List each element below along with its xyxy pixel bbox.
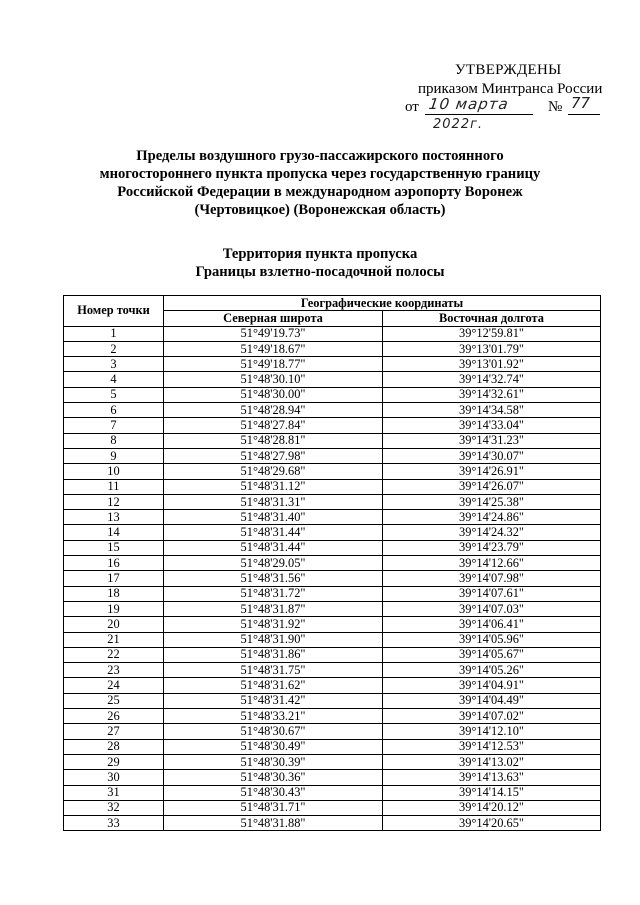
point-number-cell: 19 — [64, 601, 164, 616]
table-row — [64, 678, 601, 693]
point-number-cell: 28 — [64, 739, 164, 754]
point-number-cell: 3 — [64, 357, 164, 372]
approval-date-number-line — [405, 94, 605, 139]
point-number-cell: 13 — [64, 510, 164, 525]
table-row — [64, 724, 601, 739]
longitude-cell: 39°14'07.98" — [383, 571, 601, 586]
latitude-cell: 51°48'31.87" — [164, 601, 383, 616]
coordinates-table — [63, 295, 601, 831]
longitude-cell: 39°14'12.10" — [383, 724, 601, 739]
latitude-cell: 51°48'31.44" — [164, 540, 383, 555]
longitude-cell: 39°14'20.12" — [383, 800, 601, 815]
longitude-cell: 39°14'33.04" — [383, 418, 601, 433]
longitude-cell: 39°14'31.23" — [383, 433, 601, 448]
header-point-number: Номер точки — [64, 296, 164, 327]
latitude-cell: 51°48'31.92" — [164, 617, 383, 632]
latitude-cell: 51°48'30.36" — [164, 770, 383, 785]
longitude-cell: 39°14'32.74" — [383, 372, 601, 387]
longitude-cell: 39°14'12.53" — [383, 739, 601, 754]
point-number-cell: 25 — [64, 693, 164, 708]
point-number-cell: 23 — [64, 663, 164, 678]
table-body — [64, 326, 601, 831]
latitude-cell: 51°48'28.94" — [164, 403, 383, 418]
point-number-cell: 24 — [64, 678, 164, 693]
title-line: Российской Федерации в международном аэропорту Воронеж — [117, 184, 523, 200]
longitude-cell: 39°14'04.91" — [383, 678, 601, 693]
latitude-cell: 51°49'18.67" — [164, 341, 383, 356]
longitude-cell: 39°14'24.32" — [383, 525, 601, 540]
point-number-cell: 32 — [64, 800, 164, 815]
point-number-cell: 14 — [64, 525, 164, 540]
document-title — [60, 147, 580, 219]
table-row — [64, 326, 601, 341]
table-row — [64, 510, 601, 525]
table-row — [64, 754, 601, 769]
longitude-cell: 39°14'26.91" — [383, 464, 601, 479]
title-line: (Чертовицкое) (Воронежская область) — [194, 202, 446, 218]
point-number-cell: 17 — [64, 571, 164, 586]
table-row — [64, 663, 601, 678]
point-number-cell: 31 — [64, 785, 164, 800]
point-number-cell: 15 — [64, 540, 164, 555]
longitude-cell: 39°14'12.66" — [383, 556, 601, 571]
longitude-cell: 39°14'13.63" — [383, 770, 601, 785]
latitude-cell: 51°48'27.84" — [164, 418, 383, 433]
table-row — [64, 540, 601, 555]
longitude-cell: 39°14'04.49" — [383, 693, 601, 708]
header-longitude: Восточная долгота — [383, 311, 601, 326]
point-number-cell: 21 — [64, 632, 164, 647]
point-number-cell: 27 — [64, 724, 164, 739]
latitude-cell: 51°48'31.62" — [164, 678, 383, 693]
table-row — [64, 571, 601, 586]
point-number-cell: 8 — [64, 433, 164, 448]
table-row — [64, 479, 601, 494]
longitude-cell: 39°14'23.79" — [383, 540, 601, 555]
latitude-cell: 51°48'29.68" — [164, 464, 383, 479]
longitude-cell: 39°13'01.92" — [383, 357, 601, 372]
latitude-cell: 51°48'31.72" — [164, 586, 383, 601]
header-geo-coordinates: Географические координаты — [164, 296, 601, 311]
point-number-cell: 12 — [64, 494, 164, 509]
latitude-cell: 51°48'30.49" — [164, 739, 383, 754]
section-line: Границы взлетно-посадочной полосы — [195, 264, 445, 280]
point-number-cell: 1 — [64, 326, 164, 341]
point-number-cell: 26 — [64, 709, 164, 724]
handwritten-date: 10 марта — [427, 95, 511, 113]
latitude-cell: 51°49'19.73" — [164, 326, 383, 341]
latitude-cell: 51°48'30.00" — [164, 387, 383, 402]
table-row — [64, 433, 601, 448]
table-row — [64, 403, 601, 418]
latitude-cell: 51°48'31.75" — [164, 663, 383, 678]
longitude-cell: 39°14'20.65" — [383, 816, 601, 831]
table-row — [64, 586, 601, 601]
latitude-cell: 51°48'30.39" — [164, 754, 383, 769]
latitude-cell: 51°48'31.44" — [164, 525, 383, 540]
approval-block — [0, 0, 640, 140]
handwritten-number: 77 — [571, 94, 591, 112]
longitude-cell: 39°14'13.02" — [383, 754, 601, 769]
table-row — [64, 464, 601, 479]
latitude-cell: 51°48'31.90" — [164, 632, 383, 647]
latitude-cell: 51°48'33.21" — [164, 709, 383, 724]
latitude-cell: 51°48'31.12" — [164, 479, 383, 494]
point-number-cell: 18 — [64, 586, 164, 601]
table-row — [64, 617, 601, 632]
latitude-cell: 51°48'31.71" — [164, 800, 383, 815]
latitude-cell: 51°48'29.05" — [164, 556, 383, 571]
longitude-cell: 39°14'07.61" — [383, 586, 601, 601]
latitude-cell: 51°48'31.56" — [164, 571, 383, 586]
point-number-cell: 4 — [64, 372, 164, 387]
point-number-cell: 20 — [64, 617, 164, 632]
table-row — [64, 418, 601, 433]
header-latitude: Северная широта — [164, 311, 383, 326]
table-row — [64, 525, 601, 540]
longitude-cell: 39°12'59.81" — [383, 326, 601, 341]
title-line: многостороннего пункта пропуска через государственную границу — [99, 166, 541, 182]
longitude-cell: 39°14'32.61" — [383, 387, 601, 402]
longitude-cell: 39°14'07.03" — [383, 601, 601, 616]
longitude-cell: 39°14'25.38" — [383, 494, 601, 509]
longitude-cell: 39°14'34.58" — [383, 403, 601, 418]
table-row — [64, 387, 601, 402]
latitude-cell: 51°48'30.43" — [164, 785, 383, 800]
point-number-cell: 5 — [64, 387, 164, 402]
table-row — [64, 816, 601, 831]
longitude-cell: 39°14'05.26" — [383, 663, 601, 678]
point-number-cell: 29 — [64, 754, 164, 769]
number-sign: № — [548, 99, 563, 115]
longitude-cell: 39°13'01.79" — [383, 341, 601, 356]
table-row — [64, 693, 601, 708]
point-number-cell: 7 — [64, 418, 164, 433]
point-number-cell: 2 — [64, 341, 164, 356]
table-row — [64, 709, 601, 724]
table-row — [64, 556, 601, 571]
table-row — [64, 632, 601, 647]
table-row — [64, 448, 601, 463]
table-row — [64, 494, 601, 509]
longitude-cell: 39°14'05.67" — [383, 647, 601, 662]
point-number-cell: 10 — [64, 464, 164, 479]
section-line: Территория пункта пропуска — [222, 246, 418, 262]
longitude-cell: 39°14'06.41" — [383, 617, 601, 632]
latitude-cell: 51°49'18.77" — [164, 357, 383, 372]
handwritten-year: 2022г. — [433, 117, 484, 132]
longitude-cell: 39°14'07.02" — [383, 709, 601, 724]
latitude-cell: 51°48'27.98" — [164, 448, 383, 463]
table-row — [64, 372, 601, 387]
latitude-cell: 51°48'31.86" — [164, 647, 383, 662]
point-number-cell: 11 — [64, 479, 164, 494]
longitude-cell: 39°14'05.96" — [383, 632, 601, 647]
point-number-cell: 6 — [64, 403, 164, 418]
number-underline — [568, 114, 600, 115]
section-title — [60, 245, 580, 281]
longitude-cell: 39°14'24.86" — [383, 510, 601, 525]
latitude-cell: 51°48'28.81" — [164, 433, 383, 448]
longitude-cell: 39°14'26.07" — [383, 479, 601, 494]
table-row — [64, 785, 601, 800]
table-row — [64, 800, 601, 815]
point-number-cell: 33 — [64, 816, 164, 831]
point-number-cell: 30 — [64, 770, 164, 785]
table-row — [64, 770, 601, 785]
table-row — [64, 601, 601, 616]
approval-title: УТВЕРЖДЕНЫ — [455, 62, 562, 78]
date-prefix: от — [405, 99, 419, 115]
latitude-cell: 51°48'31.40" — [164, 510, 383, 525]
point-number-cell: 22 — [64, 647, 164, 662]
latitude-cell: 51°48'30.10" — [164, 372, 383, 387]
table-row — [64, 739, 601, 754]
point-number-cell: 9 — [64, 448, 164, 463]
point-number-cell: 16 — [64, 556, 164, 571]
table-row — [64, 357, 601, 372]
latitude-cell: 51°48'31.88" — [164, 816, 383, 831]
date-underline — [425, 114, 533, 115]
approval-issuer: приказом Минтранса России — [418, 81, 603, 97]
table-row — [64, 647, 601, 662]
latitude-cell: 51°48'31.42" — [164, 693, 383, 708]
table-row — [64, 341, 601, 356]
longitude-cell: 39°14'30.07" — [383, 448, 601, 463]
latitude-cell: 51°48'31.31" — [164, 494, 383, 509]
title-line: Пределы воздушного грузо-пассажирского постоянного — [136, 148, 504, 164]
latitude-cell: 51°48'30.67" — [164, 724, 383, 739]
longitude-cell: 39°14'14.15" — [383, 785, 601, 800]
